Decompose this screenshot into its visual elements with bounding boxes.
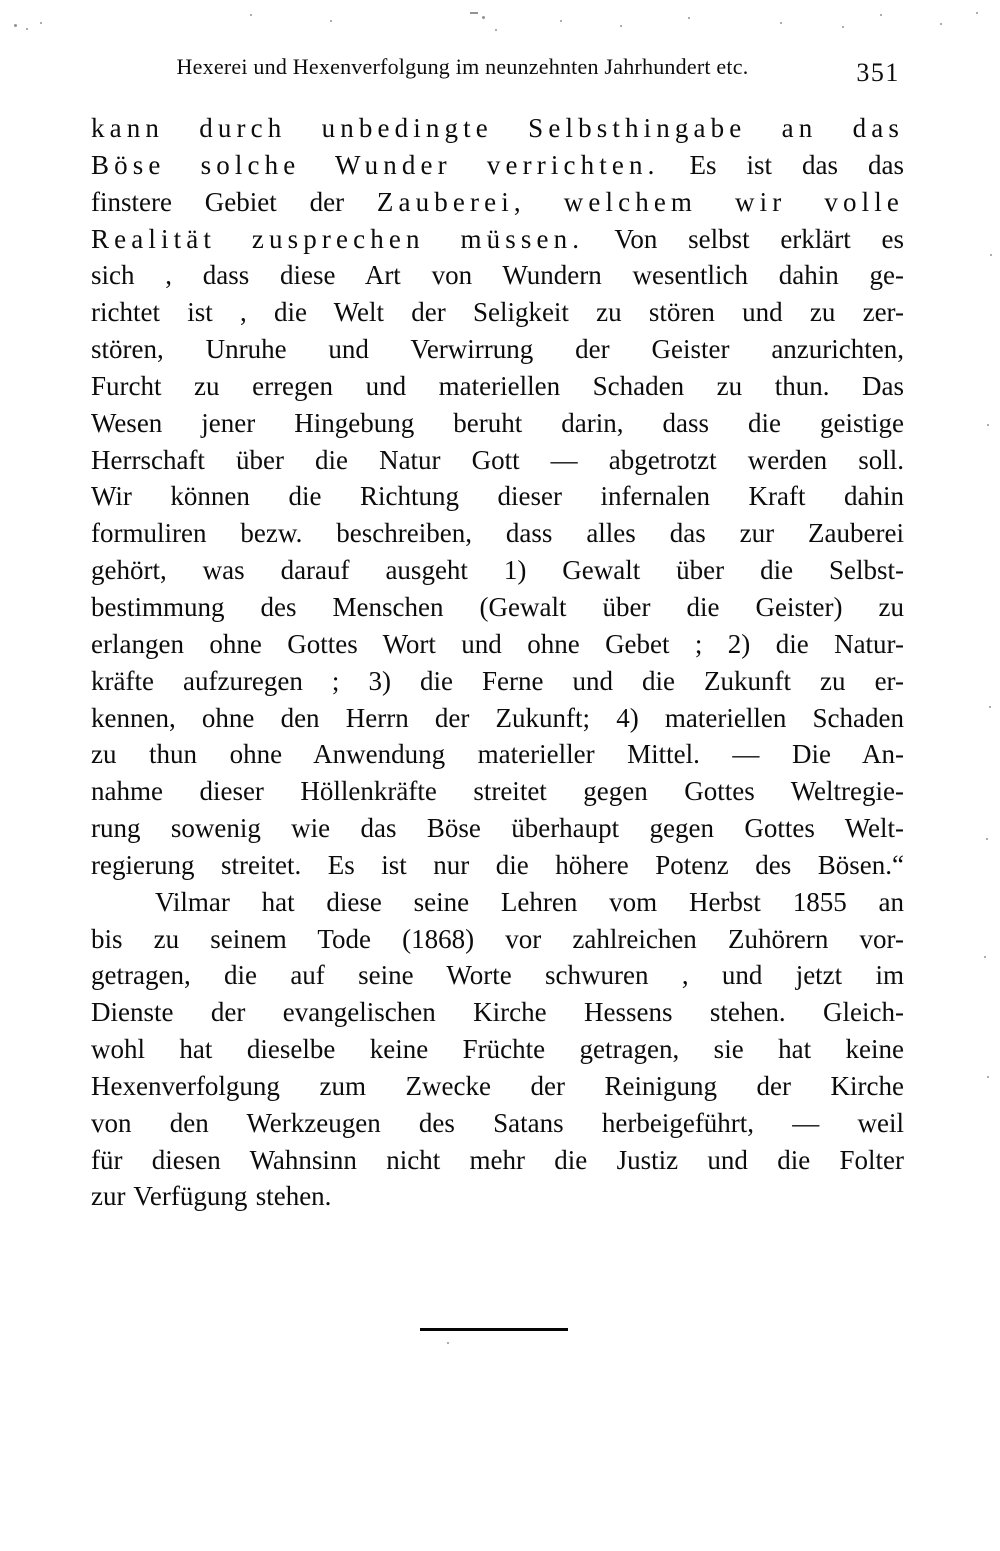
text-segment: getragen, die auf seine Worte schwuren , und jetzt im	[91, 960, 904, 991]
text-segment: Herrschaft über die Natur Gott — abgetrotzt werden soll.	[91, 444, 904, 475]
scan-noise	[986, 838, 988, 840]
text-line	[91, 810, 904, 847]
scan-noise	[495, 29, 497, 31]
text-segment: nahme dieser Höllenkräfte streitet gegen Gottes Weltregie-	[91, 776, 904, 807]
text-segment: richtet ist , die Welt der Seligkeit zu stören und zu zer-	[91, 297, 904, 328]
text-line	[91, 478, 904, 515]
text-segment: Von selbst erklärt es	[584, 223, 904, 254]
text-line	[91, 552, 904, 589]
text-segment: Wir können die Richtung dieser infernalen Kraft dahin	[91, 481, 904, 512]
text-segment: kräfte aufzuregen ; 3) die Ferne und die Zukunft zu er-	[91, 665, 904, 696]
text-line	[91, 294, 904, 331]
scan-noise	[560, 20, 562, 22]
text-line	[91, 921, 904, 958]
page-body	[91, 110, 904, 1215]
scan-noise	[990, 254, 992, 256]
scan-noise	[250, 14, 252, 16]
page-header	[91, 54, 904, 88]
text-segment: für diesen Wahnsinn nicht mehr die Justiz und die Folter	[91, 1144, 904, 1175]
text-line	[91, 994, 904, 1031]
scan-noise	[26, 28, 28, 30]
scan-noise	[470, 12, 478, 14]
scan-noise	[620, 25, 622, 27]
text-line	[91, 515, 904, 552]
running-header-title: Hexerei und Hexenverfolgung im neunzehnten Jahrhundert etc.	[176, 54, 749, 79]
text-line	[91, 589, 904, 626]
text-line	[91, 221, 904, 258]
scan-noise	[989, 706, 991, 708]
text-segment: regierung streitet. Es ist nur die höhere Potenz des Bösen.“	[91, 849, 904, 880]
text-segment: Vilmar hat diese seine Lehren vom Herbst 1855 an	[155, 886, 904, 917]
text-line	[91, 773, 904, 810]
scan-noise	[987, 424, 989, 426]
text-line	[91, 663, 904, 700]
emphasized-text-segment: Böse solche Wunder verrichten.	[91, 149, 660, 180]
text-line	[91, 1142, 904, 1179]
text-segment: Hexenverfolgung zum Zwecke der Reinigung der Kirche	[91, 1070, 904, 1101]
text-line	[91, 110, 904, 147]
text-segment: wohl hat dieselbe keine Früchte getragen, sie hat keine	[91, 1034, 904, 1065]
text-segment: Wesen jener Hingebung beruht darin, dass die geistige	[91, 407, 904, 438]
text-line	[91, 184, 904, 221]
text-line	[91, 1031, 904, 1068]
scan-noise	[330, 20, 332, 22]
text-segment: sich , dass diese Art von Wundern wesentlich dahin ge-	[91, 260, 904, 291]
scan-noise	[688, 17, 690, 19]
text-segment: finstere Gebiet der	[91, 186, 377, 217]
scan-noise	[842, 26, 844, 28]
text-segment: von den Werkzeugen des Satans herbeigeführt, — weil	[91, 1107, 904, 1138]
text-line	[91, 626, 904, 663]
text-segment: stören, Unruhe und Verwirrung der Geister anzurichten,	[91, 334, 904, 365]
text-line	[91, 442, 904, 479]
scan-noise	[447, 1342, 449, 1344]
scan-noise	[880, 14, 882, 16]
text-segment: Es ist das das	[659, 149, 904, 180]
text-line	[91, 1178, 904, 1215]
scan-noise	[940, 23, 942, 25]
text-segment: gehört, was darauf ausgeht 1) Gewalt über die Selbst-	[91, 555, 904, 586]
text-line	[91, 884, 904, 921]
text-segment: zu thun ohne Anwendung materieller Mittel. — Die An-	[91, 739, 904, 770]
text-line	[91, 405, 904, 442]
text-line	[91, 700, 904, 737]
text-line	[91, 368, 904, 405]
text-line	[91, 331, 904, 368]
text-line	[91, 957, 904, 994]
emphasized-text-segment: kann durch unbedingte Selbsthingabe an das	[91, 113, 904, 143]
page-number: 351	[856, 58, 900, 87]
emphasized-text-segment: Realität zusprechen müssen.	[91, 223, 585, 254]
scan-noise	[482, 16, 485, 19]
scan-noise	[987, 1076, 989, 1078]
text-segment: zur Verfügung stehen.	[91, 1181, 332, 1212]
scan-noise	[14, 24, 17, 27]
text-line	[91, 736, 904, 773]
text-segment: erlangen ohne Gottes Wort und ohne Gebet ; 2) die Natur-	[91, 628, 904, 659]
scan-noise	[976, 12, 978, 14]
text-segment: rung sowenig wie das Böse überhaupt gegen Gottes Welt-	[91, 813, 904, 844]
text-segment: bestimmung des Menschen (Gewalt über die Geister) zu	[91, 591, 904, 622]
text-line	[91, 1068, 904, 1105]
scan-noise	[984, 956, 986, 958]
text-segment: bis zu seinem Tode (1868) vor zahlreichen Zuhörern vor-	[91, 923, 904, 954]
text-segment: Furcht zu erregen und materiellen Schaden zu thun. Das	[91, 370, 904, 401]
text-segment: formuliren bezw. beschreiben, dass alles das zur Zauberei	[91, 518, 904, 549]
emphasized-text-segment: Zauberei, welchem wir volle	[376, 186, 904, 217]
scan-noise	[780, 22, 782, 24]
section-divider	[420, 1328, 568, 1331]
text-line	[91, 1105, 904, 1142]
scan-noise	[40, 22, 42, 24]
text-segment: Dienste der evangelischen Kirche Hessens stehen. Gleich-	[91, 997, 904, 1028]
text-line	[91, 847, 904, 884]
text-line	[91, 257, 904, 294]
text-line	[91, 147, 904, 184]
text-segment: kennen, ohne den Herrn der Zukunft; 4) materiellen Schaden	[91, 702, 904, 733]
